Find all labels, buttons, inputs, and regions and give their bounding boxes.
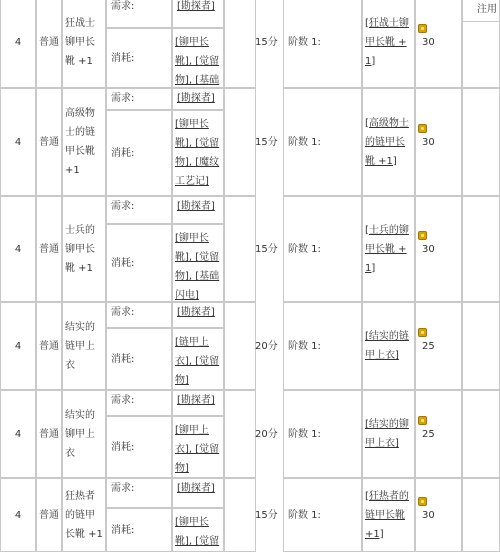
item-name: 狂热者的链甲长靴 +1 (65, 490, 103, 540)
step-label: 阶数 1: (288, 36, 321, 48)
cost-value-cell (172, 416, 224, 478)
time-cell (253, 196, 283, 302)
cost-value-cell (172, 28, 224, 88)
result-cell (362, 88, 415, 196)
name-cell (62, 302, 106, 390)
level-cell (0, 478, 36, 552)
craft-time: 15分 (255, 243, 278, 255)
time-cell (253, 390, 283, 478)
level-value: 4 (14, 136, 22, 148)
note-cell (462, 390, 500, 478)
cost-label: 消耗: (111, 52, 135, 64)
note-cell (462, 302, 500, 390)
reward-value: 30 (422, 137, 435, 148)
name-cell (62, 88, 106, 196)
req-value-cell (172, 302, 224, 328)
name-cell (62, 390, 106, 478)
coin-icon (418, 416, 427, 425)
item-name: 士兵的铆甲长靴 +1 (65, 224, 95, 274)
result-link[interactable]: [结实的链甲上衣] (365, 331, 409, 361)
cost-label: 消耗: (111, 524, 135, 536)
note-header-label: 注用 (477, 4, 497, 15)
req-link[interactable]: [勘探者] (177, 395, 215, 406)
cost-label: 消耗: (111, 441, 135, 453)
req-label: 需求: (111, 307, 135, 318)
level-value: 4 (14, 509, 22, 521)
cost-label-cell (106, 508, 172, 552)
level-cell (0, 390, 36, 478)
craft-time: 20分 (255, 428, 278, 440)
req-label: 需求: (111, 201, 135, 212)
req-value-cell (172, 390, 224, 416)
req-link[interactable]: [勘探者] (177, 93, 215, 104)
req-link[interactable]: [勘探者] (177, 1, 215, 12)
step-label: 阶数 1: (288, 340, 321, 352)
cost-label-cell (106, 224, 172, 302)
level-cell (0, 196, 36, 302)
cost-links[interactable]: [铆甲长靴], [觉留物], [魔纹工艺记] (175, 119, 220, 187)
req-label-cell (106, 88, 172, 110)
mode-cell (36, 478, 62, 552)
req-label-cell (106, 302, 172, 328)
cost-value-cell (172, 110, 224, 196)
step-cell (283, 196, 362, 302)
level-cell (0, 302, 36, 390)
cost-label: 消耗: (111, 147, 135, 159)
mode-value: 普通 (39, 243, 59, 255)
craft-time: 20分 (255, 340, 278, 352)
result-cell (362, 0, 415, 88)
name-cell (62, 0, 106, 88)
step-cell (283, 478, 362, 552)
coin-icon (418, 124, 427, 133)
time-cell (253, 0, 283, 88)
level-value: 4 (14, 428, 22, 440)
mode-value: 普通 (39, 509, 59, 521)
reward-value: 30 (422, 510, 435, 521)
result-cell (362, 390, 415, 478)
result-cell (362, 196, 415, 302)
coin-icon (418, 497, 427, 506)
craft-time: 15分 (255, 36, 278, 48)
result-cell (362, 302, 415, 390)
reward-cell (415, 196, 462, 302)
cost-value-cell (172, 224, 224, 302)
craft-time: 15分 (255, 509, 278, 521)
coin-icon (418, 231, 427, 240)
result-link[interactable]: [士兵的铆甲长靴 +1] (365, 224, 409, 274)
req-link[interactable]: [勘探者] (177, 307, 215, 318)
req-link[interactable]: [勘探者] (177, 483, 215, 494)
step-cell (283, 390, 362, 478)
req-label-cell (106, 196, 172, 224)
level-value: 4 (14, 340, 22, 352)
result-link[interactable]: [狂战士铆甲长靴 +1] (365, 17, 409, 67)
level-cell (0, 88, 36, 196)
mode-value: 普通 (39, 340, 59, 352)
reward-cell (415, 390, 462, 478)
step-label: 阶数 1: (288, 243, 321, 255)
cost-value-cell (172, 508, 224, 552)
cost-links[interactable]: [铆甲上衣], [觉留物] (175, 425, 220, 474)
coin-icon (418, 24, 427, 33)
req-value-cell (172, 196, 224, 224)
reward-cell (415, 88, 462, 196)
step-cell (283, 302, 362, 390)
reward-cell (415, 302, 462, 390)
mode-cell (36, 0, 62, 88)
time-cell (253, 88, 283, 196)
result-link[interactable]: [高级物士的链甲长靴 +1] (365, 117, 409, 167)
item-name: 结实的链甲上衣 (65, 321, 95, 371)
reward-value: 25 (422, 341, 435, 352)
craft-time: 15分 (255, 136, 278, 148)
req-value-cell (172, 0, 224, 28)
note-cell (462, 0, 500, 88)
req-value-cell (172, 478, 224, 508)
cost-value-cell (172, 328, 224, 390)
req-label: 需求: (111, 93, 135, 104)
level-value: 4 (14, 36, 22, 48)
mode-value: 普通 (39, 136, 59, 148)
reward-value: 30 (422, 244, 435, 255)
step-label: 阶数 1: (288, 509, 321, 521)
coin-icon (418, 328, 427, 337)
reward-cell (415, 0, 462, 88)
level-cell (0, 0, 36, 88)
time-cell (253, 302, 283, 390)
mode-cell (36, 390, 62, 478)
req-label: 需求: (111, 1, 135, 12)
name-cell (62, 196, 106, 302)
step-cell (283, 88, 362, 196)
spacer-cell (224, 302, 256, 390)
req-label: 需求: (111, 483, 135, 494)
spacer-cell (224, 0, 256, 88)
item-name: 狂战士铆甲长靴 +1 (65, 17, 95, 67)
spacer-cell (224, 478, 256, 552)
note-cell (462, 478, 500, 552)
mode-value: 普通 (39, 36, 59, 48)
item-name: 结实的铆甲上衣 (65, 409, 95, 459)
spacer-cell (224, 88, 256, 196)
cost-label-cell (106, 110, 172, 196)
cost-label: 消耗: (111, 257, 135, 269)
mode-value: 普通 (39, 428, 59, 440)
mode-cell (36, 302, 62, 390)
level-value: 4 (14, 243, 22, 255)
note-cell (462, 196, 500, 302)
spacer-cell (224, 390, 256, 478)
cost-label-cell (106, 416, 172, 478)
result-link[interactable]: [狂热者的链甲长靴 +1] (365, 490, 409, 540)
time-cell (253, 478, 283, 552)
spacer-cell (224, 196, 256, 302)
cost-label: 消耗: (111, 353, 135, 365)
reward-cell (415, 478, 462, 552)
mode-cell (36, 196, 62, 302)
name-cell (62, 478, 106, 552)
cost-links[interactable]: [链甲上衣], [觉留物] (175, 337, 220, 386)
step-label: 阶数 1: (288, 428, 321, 440)
result-link[interactable]: [结实的铆甲上衣] (365, 419, 409, 449)
req-label-cell (106, 390, 172, 416)
req-label-cell (106, 478, 172, 508)
step-label: 阶数 1: (288, 136, 321, 148)
item-name: 高级物士的链甲长靴 +1 (65, 108, 95, 176)
cost-label-cell (106, 28, 172, 88)
req-label-cell (106, 0, 172, 28)
req-value-cell (172, 88, 224, 110)
cost-label-cell (106, 328, 172, 390)
note-cell (462, 88, 500, 196)
reward-value: 25 (422, 429, 435, 440)
reward-value: 30 (422, 37, 435, 48)
cost-links[interactable]: [铆甲长靴], [觉留物], [基础闪电] (175, 233, 220, 301)
mode-cell (36, 88, 62, 196)
req-label: 需求: (111, 395, 135, 406)
req-link[interactable]: [勘探者] (177, 201, 215, 212)
step-cell (283, 0, 362, 88)
result-cell (362, 478, 415, 552)
cost-links[interactable]: [铆甲长靴], [觉留 (175, 517, 220, 547)
cost-links[interactable]: [铆甲长靴], [觉留物], [基础 (175, 37, 220, 86)
